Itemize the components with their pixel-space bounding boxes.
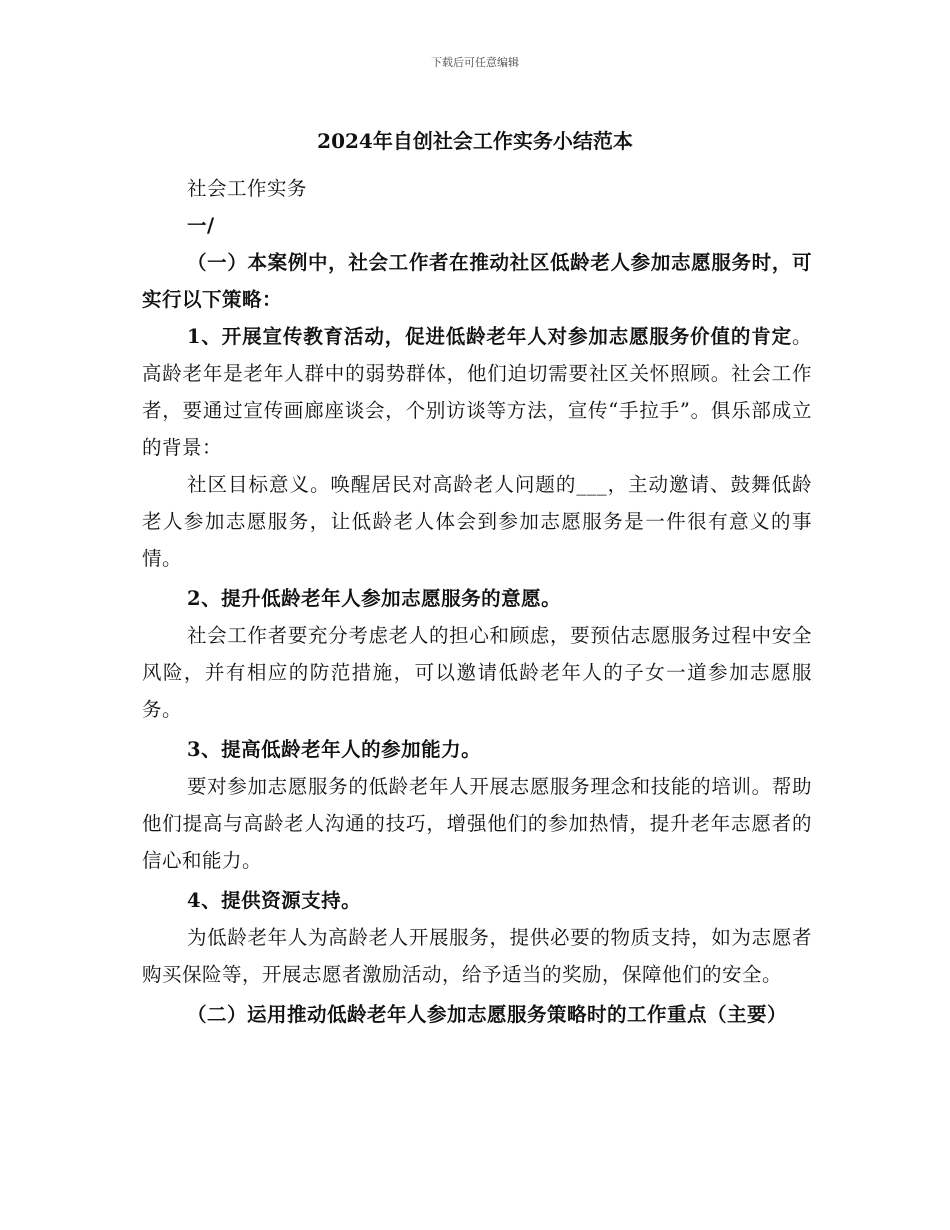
item-3-heading: 3、提高低龄老年人的参加能力。: [187, 738, 482, 761]
section-2-heading: （二）运用推动低龄老年人参加志愿服务策略时的工作重点（主要）: [187, 1003, 788, 1026]
part-marker: 一/: [187, 214, 215, 237]
item-1-paragraph: [142, 318, 812, 466]
item-2-heading: 2、提升低龄老年人参加志愿服务的意愿。: [187, 587, 562, 610]
page-header-note: 下载后可任意编辑: [431, 56, 519, 69]
item-4-heading: 4、提供资源支持。: [187, 889, 362, 912]
document-title: 2024年自创社会工作实务小结范本: [317, 129, 633, 153]
item-2-body: 社会工作者要充分考虑老人的担心和顾虑，要预估志愿服务过程中安全风险，并有相应的防范措施，可以邀请低龄老年人的子女一道参加志愿服务。: [142, 624, 812, 721]
item-1-extra-paragraph: 社区目标意义。唤醒居民对高龄老人问题的___，主动邀请、鼓舞低龄老人参加志愿服务，让低龄老人体会到参加志愿服务是一件很有意义的事情。: [142, 473, 812, 570]
section-1-heading: （一）本案例中，社会工作者在推动社区低龄老人参加志愿服务时，可实行以下策略：: [142, 251, 812, 311]
item-1-heading: 1、开展宣传教育活动，促进低龄老年人对参加志愿服务价值的肯定: [187, 325, 792, 348]
item-1-body: 高龄老年是老年人群中的弱势群体，他们迫切需要社区关怀照顾。社会工作者，要通过宣传画廊座谈会，个别访谈等方法，宣传“手拉手”。俱乐部成立的背景：: [142, 362, 812, 459]
item-4-body: 为低龄老年人为高龄老人开展服务，提供必要的物质支持，如为志愿者购买保险等，开展志愿者激励活动，给予适当的奖励，保障他们的安全。: [142, 926, 812, 986]
subject-line: 社会工作实务: [187, 177, 308, 200]
document-body: [142, 170, 812, 1033]
item-1-heading-end: 。: [791, 325, 812, 348]
item-3-body: 要对参加志愿服务的低龄老年人开展志愿服务理念和技能的培训。帮助他们提高与高龄老人沟通的技巧，增强他们的参加热情，提升老年志愿者的信心和能力。: [142, 775, 812, 872]
